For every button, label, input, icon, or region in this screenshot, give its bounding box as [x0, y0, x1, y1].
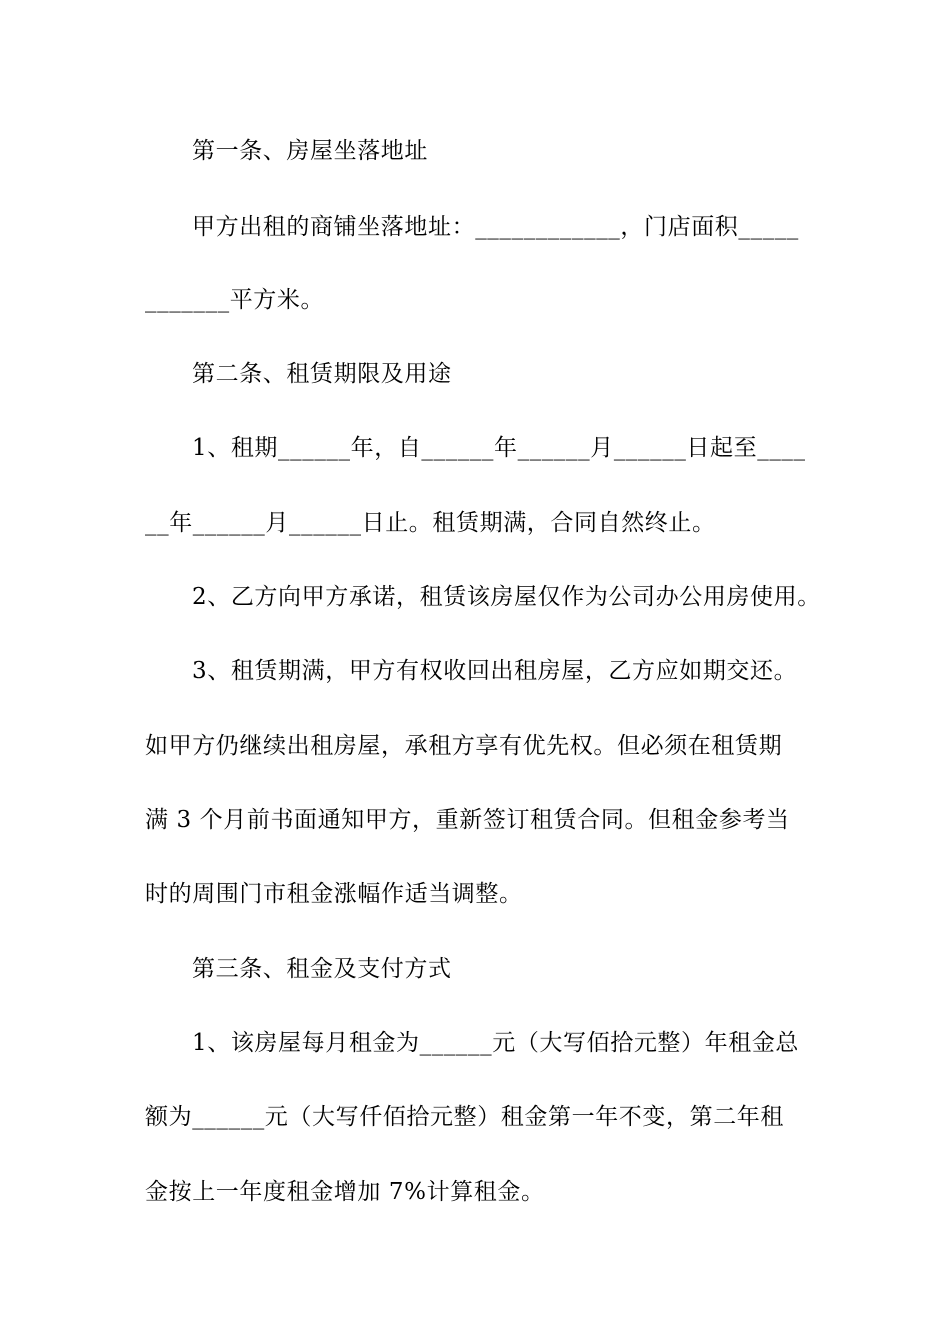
- usage-clause: 2、乙方向甲方承诺，租赁该房屋仅作为公司办公用房使用。: [192, 584, 821, 610]
- lease-term-line-1: 1、租期______年，自______年______月______日起至____: [192, 435, 806, 461]
- article-2-heading: 第二条、租赁期限及用途: [192, 361, 452, 387]
- article-3-heading: 第三条、租金及支付方式: [192, 956, 452, 982]
- article-1-heading: 第一条、房屋坐落地址: [192, 138, 428, 164]
- shop-area-line: _______平方米。: [145, 287, 325, 313]
- shop-address-line: 甲方出租的商铺坐落地址：____________，门店面积_____: [192, 214, 799, 240]
- rent-clause-line-3: 金按上一年度租金增加 7%计算租金。: [145, 1179, 545, 1205]
- expiry-clause-line-4: 时的周围门市租金涨幅作适当调整。: [145, 881, 523, 907]
- lease-term-line-2: __年______月______日止。租赁期满，合同自然终止。: [145, 510, 716, 536]
- expiry-clause-line-3: 满 3 个月前书面通知甲方，重新签订租赁合同。但租金参考当: [145, 807, 790, 833]
- rent-clause-line-1: 1、该房屋每月租金为______元（大写佰拾元整）年租金总: [192, 1030, 800, 1056]
- expiry-clause-line-1: 3、租赁期满，甲方有权收回出租房屋，乙方应如期交还。: [192, 658, 798, 684]
- rent-clause-line-2: 额为______元（大写仟佰拾元整）租金第一年不变，第二年租: [145, 1104, 784, 1130]
- expiry-clause-line-2: 如甲方仍继续出租房屋，承租方享有优先权。但必须在租赁期: [145, 733, 783, 759]
